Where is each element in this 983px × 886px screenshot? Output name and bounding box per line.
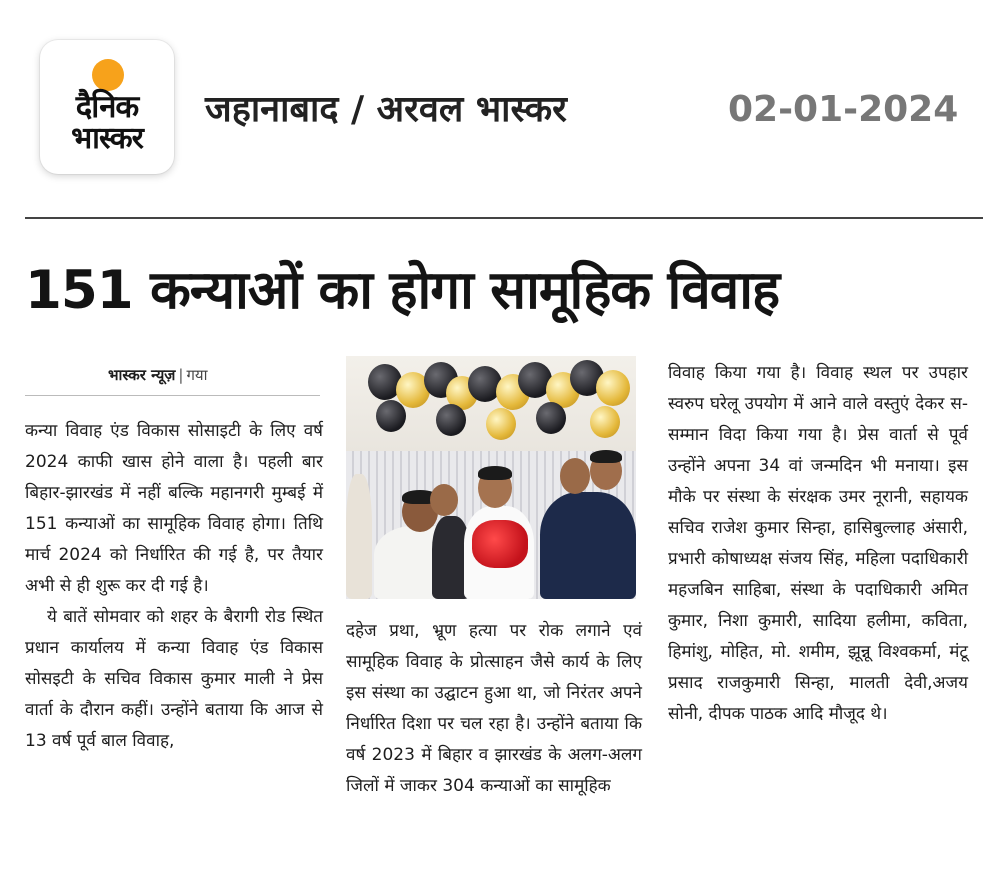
balloon [376,400,406,432]
article-byline [108,365,208,385]
sun-icon [92,59,124,91]
byline-agency: भास्कर न्यूज़ [108,366,176,384]
article-photo [346,356,636,599]
balloon [436,404,466,436]
byline-city: गया [186,366,208,384]
article-column-1 [25,416,323,757]
byline-divider [25,395,320,396]
article-headline: 151 कन्याओं का होगा सामूहिक विवाह [25,260,780,321]
logo-text-line2: भास्कर [71,121,143,156]
edition-title: जहानाबाद / अरवल भास्कर [205,89,567,130]
paragraph-4: विवाह किया गया है। विवाह स्थल पर उपहार स्वरुप घरेलू उपयोग में आने वाले वस्तुएं देकर स-सम्मान विदा किया गया है। प्रेस वार्ता से पूर्व उन्होंने अपना 34 वां जन्मदिन भी मनाया। इस मौके पर संस्था के संरक्षक उमर नूरानी, सहायक सचिव राजेश कुमार सिन्हा, हासिबुल्लाह अंसारी, प्रभारी कोषाध्यक्ष संजय सिंह, महिला पदाधिकारी महजबिन साहिबा, संस्था के पदाधिकारी अमित कुमार, निशा कुमारी, सादिया हलीमा, कविता, हिमांशु, मोहित, मो. शमीम, झून्नू विश्वकर्मा, मंटू प्रसाद राजकुमारी सिन्हा, मालती देवी,अजय सोनी, दीपक पाठक आदि मौजूद थे। [668,363,968,724]
bouquet [472,520,528,568]
person-head [430,484,458,516]
paragraph-1: कन्या विवाह एंड विकास सोसाइटी के लिए वर्ष 2024 काफी खास होने वाला है। पहली बार बिहार-झारखंड में नहीं बल्कि महानगरी मुम्बई में 151 कन्याओं का सामूहिक विवाह होगा। तिथि मार्च 2024 को निर्धारित की गई है, पर तैयार अभी से ही शुरू कर दी गई है। [25,421,323,596]
article-column-3 [668,358,968,730]
person-hair [478,466,512,480]
logo-text-line1: दैनिक [75,89,139,125]
balloon [536,402,566,434]
edition-date: 02-01-2024 [728,89,959,130]
person [346,474,372,599]
dainik-bhaskar-logo [40,40,174,174]
balloon [590,406,620,438]
paragraph-2: ये बातें सोमवार को शहर के बैरागी रोड स्थित प्रधान कार्यालय में कन्या विवाह एंड विकास सोसइटी के सचिव विकास कुमार माली ने प्रेस वार्ता के दौरान कहीं। उन्होंने बताया कि आज से 13 वर्ष पूर्व बाल विवाह, [25,607,323,751]
person [540,492,636,599]
balloon [486,408,516,440]
header-divider [25,217,983,219]
paragraph-3: दहेज प्रथा, भ्रूण हत्या पर रोक लगाने एवं सामूहिक विवाह के प्रोत्साहन जैसे कार्य के लिए इस संस्था का उद्घाटन हुआ था, जो निरंतर अपने निर्धारित दिशा पर चल रहा है। उन्होंने बताया कि वर्ष 2023 में बिहार व झारखंड के अलग-अलग जिलों में जाकर 304 कन्याओं का सामूहिक [346,621,642,796]
balloon [596,370,630,406]
byline-separator: | [178,366,184,384]
person-hair [590,450,622,463]
person-head [560,458,590,494]
article-column-2 [346,616,642,802]
